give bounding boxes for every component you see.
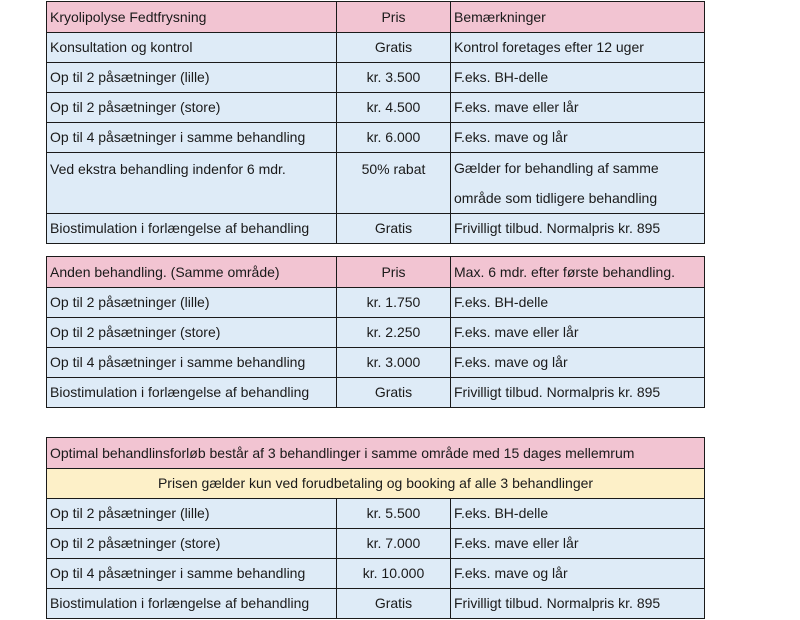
price-table-optimal-course [46,437,705,619]
table-row [47,214,705,244]
table-row [47,529,705,559]
prepayment-note: Prisen gælder kun ved forudbetaling og booking af alle 3 behandlinger [47,469,705,499]
table-header-row [47,257,705,288]
table-row [47,33,705,63]
header-remarks: Max. 6 mdr. efter første behandling. [451,257,705,288]
remark-cell: F.eks. mave og lår [451,559,705,589]
table-header-row [47,2,705,33]
price-table-second-treatment [46,256,705,408]
remark-cell: F.eks. mave og lår [451,348,705,378]
table-row [47,318,705,348]
table-row [47,93,705,123]
remark-cell: F.eks. BH-delle [451,499,705,529]
price-cell: kr. 4.500 [337,93,451,123]
table-row [47,559,705,589]
treatment-cell: Op til 4 påsætninger i samme behandling [47,559,337,589]
remark-cell: Frivilligt tilbud. Normalpris kr. 895 [451,378,705,408]
price-cell: kr. 6.000 [337,123,451,153]
price-cell: kr. 2.250 [337,318,451,348]
remark-cell: F.eks. mave eller lår [451,318,705,348]
table-row [47,499,705,529]
treatment-cell: Op til 4 påsætninger i samme behandling [47,348,337,378]
treatment-cell: Op til 2 påsætninger (lille) [47,288,337,318]
price-cell: kr. 7.000 [337,529,451,559]
header-remarks: Bemærkninger [451,2,705,33]
remark-cell: Kontrol foretages efter 12 uger [451,33,705,63]
price-table-kryolipolyse [46,1,705,244]
remark-cell: F.eks. mave eller lår [451,93,705,123]
header-treatment: Anden behandling. (Samme område) [47,257,337,288]
header-price: Pris [337,257,451,288]
treatment-cell: Biostimulation i forlængelse af behandling [47,214,337,244]
treatment-cell: Biostimulation i forlængelse af behandling [47,589,337,619]
price-cell: kr. 1.750 [337,288,451,318]
table-row [47,153,705,214]
price-cell: kr. 3.000 [337,348,451,378]
treatment-cell: Op til 2 påsætninger (store) [47,93,337,123]
remark-cell: F.eks. BH-delle [451,288,705,318]
remark-cell: F.eks. BH-delle [451,63,705,93]
price-cell: Gratis [337,214,451,244]
table-row [47,63,705,93]
remark-text: Gælder for behandling af samme område som tidligere behandling [454,160,659,206]
remark-cell: F.eks. mave eller lår [451,529,705,559]
header-optimal-course: Optimal behandlinsforløb består af 3 behandlinger i samme område med 15 dages mellemrum [47,438,705,469]
treatment-cell: Konsultation og kontrol [47,33,337,63]
remark-cell: Frivilligt tilbud. Normalpris kr. 895 [451,214,705,244]
treatment-cell: Op til 2 påsætninger (lille) [47,499,337,529]
price-cell: kr. 5.500 [337,499,451,529]
price-cell: Gratis [337,589,451,619]
treatment-cell: Op til 2 påsætninger (store) [47,529,337,559]
price-cell: Gratis [337,33,451,63]
table-row [47,123,705,153]
price-cell: 50% rabat [337,153,451,214]
treatment-cell: Ved ekstra behandling indenfor 6 mdr. [47,153,337,214]
price-cell: kr. 10.000 [337,559,451,589]
remark-cell: F.eks. mave og lår [451,123,705,153]
remark-cell: Frivilligt tilbud. Normalpris kr. 895 [451,589,705,619]
header-price: Pris [337,2,451,33]
treatment-cell: Op til 4 påsætninger i samme behandling [47,123,337,153]
treatment-cell: Op til 2 påsætninger (store) [47,318,337,348]
table-row [47,288,705,318]
table-row [47,378,705,408]
table-note-row [47,469,705,499]
table-row [47,589,705,619]
price-cell: kr. 3.500 [337,63,451,93]
price-cell: Gratis [337,378,451,408]
treatment-cell: Biostimulation i forlængelse af behandling [47,378,337,408]
table-row [47,348,705,378]
header-treatment: Kryolipolyse Fedtfrysning [47,2,337,33]
treatment-cell: Op til 2 påsætninger (lille) [47,63,337,93]
table-header-row [47,438,705,469]
remark-cell [451,153,705,214]
